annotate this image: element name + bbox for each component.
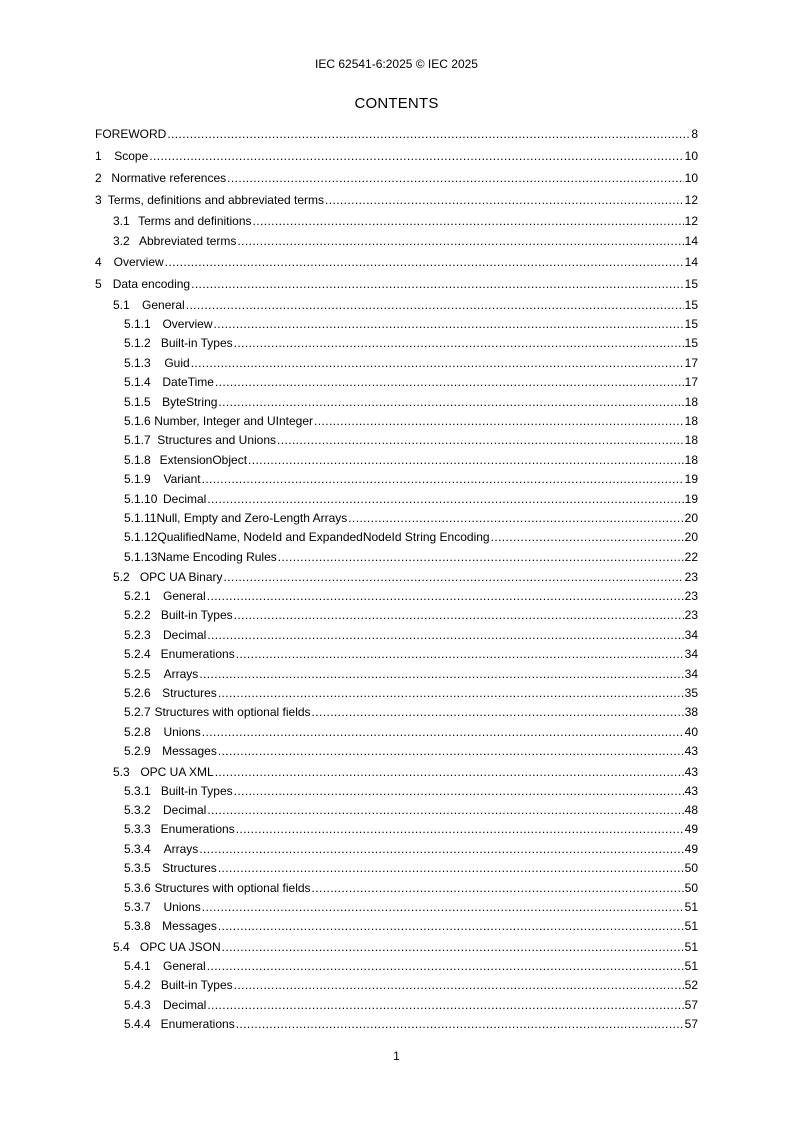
toc-entry-page: 43 [684, 744, 698, 759]
toc-entry-number: 5.2 [113, 570, 130, 585]
toc-entry-title: Structures [162, 686, 217, 701]
toc-entry[interactable] [95, 606, 698, 625]
toc-entry[interactable] [95, 976, 698, 995]
toc-entry[interactable] [95, 451, 698, 470]
toc-entry-page: 12 [684, 214, 698, 228]
dot-leader [149, 145, 683, 167]
toc-entry-page: 17 [684, 355, 698, 370]
dot-leader [207, 490, 683, 509]
toc-entry-title: Structures [162, 861, 217, 876]
toc-entry-page: 18 [684, 394, 698, 409]
toc-entry-page: 14 [684, 255, 698, 269]
toc-entry[interactable] [95, 431, 698, 450]
dot-leader [312, 879, 684, 898]
toc-entry-title: General [163, 589, 206, 604]
dot-leader [277, 431, 684, 450]
toc-entry-number: 5.3.6 [124, 880, 151, 895]
toc-entry-page: 49 [684, 822, 698, 837]
toc-entry-title: Arrays [163, 666, 199, 681]
toc-entry[interactable] [95, 957, 698, 976]
dot-leader [325, 189, 684, 211]
toc-entry-title: Structures with optional fields [154, 880, 311, 895]
toc-entry-page: 17 [684, 375, 698, 390]
toc-entry-title: Terms, definitions and abbreviated terms [107, 193, 324, 207]
toc-entry-title: Structures and Unions [157, 433, 277, 448]
toc-entry-title: Enumerations [160, 1016, 235, 1031]
toc-entry[interactable] [95, 211, 698, 231]
toc-entry[interactable] [95, 509, 698, 528]
toc-entry[interactable] [95, 145, 698, 167]
toc-entry-title: Messages [162, 919, 217, 934]
toc-entry-page: 18 [684, 433, 698, 448]
toc-entry-title: OPC UA JSON [139, 939, 221, 954]
toc-entry[interactable] [95, 273, 698, 295]
dot-leader [253, 211, 684, 231]
toc-entry-page: 48 [684, 802, 698, 817]
toc-entry-page: 19 [684, 472, 698, 487]
toc-entry[interactable] [95, 665, 698, 684]
toc-entry-title: Messages [162, 744, 217, 759]
dot-leader [199, 665, 683, 684]
toc-entry-page: 50 [684, 861, 698, 876]
toc-entry-number: 5 [95, 277, 102, 291]
toc-entry-number: 4 [95, 255, 102, 269]
toc-entry[interactable] [95, 334, 698, 353]
toc-entry[interactable] [95, 1015, 698, 1034]
toc-entry-title: Guid [164, 355, 190, 370]
toc-entry-title: Variant [163, 472, 201, 487]
table-of-contents [95, 123, 698, 1034]
page-title: CONTENTS [354, 95, 439, 112]
toc-entry-title: General [142, 298, 185, 312]
toc-entry[interactable] [95, 231, 698, 251]
toc-entry-title: Enumerations [160, 822, 235, 837]
toc-entry-title: Enumerations [160, 647, 235, 662]
toc-entry-title: General [163, 958, 206, 973]
dot-leader [186, 295, 684, 315]
toc-entry-number: 5.1.11 [124, 510, 157, 525]
toc-entry-page: 57 [684, 997, 698, 1012]
toc-entry-number: 5.1.12 [124, 530, 158, 545]
toc-entry-title: Built-in Types [160, 336, 233, 351]
toc-entry[interactable] [95, 548, 698, 567]
toc-entry-page: 51 [684, 958, 698, 973]
toc-entry[interactable] [95, 373, 698, 392]
toc-entry-page: 19 [684, 491, 698, 506]
toc-entry-page: 14 [684, 234, 698, 248]
toc-entry-title: OPC UA Binary [139, 570, 223, 585]
toc-entry-page: 22 [684, 549, 698, 564]
dot-leader [234, 334, 684, 353]
dot-leader [202, 898, 684, 917]
toc-entry[interactable] [95, 723, 698, 742]
toc-entry[interactable] [95, 123, 698, 145]
toc-entry-number: 5.1 [113, 298, 130, 312]
toc-entry-page: 23 [684, 570, 698, 585]
toc-entry-number: 5.1.1 [124, 317, 151, 331]
toc-entry-page: 20 [684, 510, 698, 525]
toc-entry[interactable] [95, 840, 698, 859]
toc-entry-number: 5.2.2 [124, 608, 151, 623]
toc-entry[interactable] [95, 996, 698, 1015]
toc-entry-number: 3.2 [113, 234, 130, 248]
dot-leader [236, 820, 684, 839]
toc-entry[interactable] [95, 315, 698, 334]
toc-entry-page: 18 [684, 452, 698, 467]
toc-entry-page: 20 [684, 530, 698, 545]
toc-entry-number: 1 [95, 149, 102, 163]
dot-leader [237, 231, 683, 251]
toc-entry[interactable] [95, 354, 698, 373]
dot-leader [314, 412, 684, 431]
toc-entry-number: 5.4 [113, 939, 130, 954]
toc-entry-page: 51 [684, 939, 698, 954]
dot-leader [234, 782, 684, 801]
toc-entry[interactable] [95, 703, 698, 722]
toc-entry-title: Decimal [162, 802, 207, 817]
toc-entry-page: 43 [684, 764, 698, 779]
toc-entry-page: 8 [691, 127, 698, 141]
dot-leader [207, 801, 683, 820]
toc-entry[interactable] [95, 645, 698, 664]
toc-entry-title: Terms and definitions [138, 214, 252, 228]
dot-leader [234, 976, 684, 995]
toc-entry[interactable] [95, 742, 698, 761]
toc-entry-number: 5.3.8 [124, 919, 151, 934]
toc-entry-number: 5.3.3 [124, 822, 151, 837]
toc-entry-title: Decimal [162, 491, 207, 506]
toc-entry[interactable] [95, 917, 698, 936]
toc-entry-title: DateTime [162, 375, 214, 390]
toc-entry[interactable] [95, 490, 698, 509]
dot-leader [224, 567, 684, 587]
toc-entry-page: 57 [684, 1016, 698, 1031]
toc-entry-title: Abbreviated terms [139, 234, 237, 248]
toc-entry-title: Name Encoding Rules [157, 549, 277, 564]
toc-entry-number: 5.1.10 [124, 491, 158, 506]
toc-entry-number: 5.2.4 [124, 647, 151, 662]
toc-entry-title: Null, Empty and Zero-Length Arrays [156, 510, 348, 525]
toc-entry[interactable] [95, 898, 698, 917]
toc-entry[interactable] [95, 879, 698, 898]
toc-entry-page: 38 [684, 705, 698, 720]
toc-entry-page: 23 [684, 608, 698, 623]
toc-entry-title: Scope [114, 149, 149, 163]
dot-leader [191, 354, 684, 373]
dot-leader [167, 123, 690, 145]
toc-entry-number: 2 [95, 171, 102, 185]
toc-entry-page: 34 [684, 627, 698, 642]
dot-leader [213, 315, 683, 334]
toc-entry-number: 5.1.6 [124, 413, 151, 428]
toc-entry-page: 18 [684, 413, 698, 428]
toc-entry[interactable] [95, 626, 698, 645]
toc-entry-number: 5.1.7 [124, 433, 151, 448]
toc-entry-page: 50 [684, 880, 698, 895]
toc-entry-number: 5.3.1 [124, 783, 151, 798]
toc-entry-title: Unions [163, 724, 201, 739]
dot-leader [199, 840, 683, 859]
dot-leader [207, 957, 684, 976]
dot-leader [312, 703, 684, 722]
toc-entry[interactable] [95, 528, 698, 547]
toc-entry-title: QualifiedName, NodeId and ExpandedNodeId String Encoding [157, 530, 490, 545]
toc-entry[interactable] [95, 937, 698, 957]
toc-entry-title: Structures with optional fields [154, 705, 311, 720]
dot-leader [202, 470, 684, 489]
toc-entry[interactable] [95, 412, 698, 431]
dot-leader [348, 509, 683, 528]
dot-leader [236, 645, 684, 664]
toc-entry-number: 3.1 [113, 214, 130, 228]
toc-entry-page: 51 [684, 919, 698, 934]
dot-leader [165, 251, 684, 273]
dot-leader [191, 273, 684, 295]
toc-entry-title: Built-in Types [160, 783, 233, 798]
toc-entry[interactable] [95, 859, 698, 878]
dot-leader [215, 373, 684, 392]
dot-leader [207, 626, 683, 645]
toc-entry-page: 15 [684, 298, 698, 312]
toc-entry[interactable] [95, 684, 698, 703]
toc-entry-title: Built-in Types [160, 608, 233, 623]
toc-entry-number: 5.2.3 [124, 627, 151, 642]
dot-leader [207, 996, 683, 1015]
toc-entry-number: 5.1.8 [124, 452, 151, 467]
toc-entry[interactable] [95, 567, 698, 587]
page-number: 1 [393, 1049, 400, 1063]
dot-leader [218, 684, 684, 703]
toc-entry[interactable] [95, 189, 698, 211]
toc-entry-number: 5.3.2 [124, 802, 151, 817]
toc-entry-page: 43 [684, 783, 698, 798]
dot-leader [218, 917, 684, 936]
toc-entry-title: Data encoding [112, 277, 191, 291]
toc-entry-title: Unions [163, 899, 201, 914]
toc-entry[interactable] [95, 393, 698, 412]
dot-leader [236, 1015, 684, 1034]
toc-entry-number: 5.3.7 [124, 899, 151, 914]
toc-entry-number: 5.3.5 [124, 861, 151, 876]
toc-entry-page: 49 [684, 841, 698, 856]
toc-entry[interactable] [95, 295, 698, 315]
toc-entry-page: 52 [684, 978, 698, 993]
toc-entry-page: 40 [684, 724, 698, 739]
toc-entry-title: Arrays [163, 841, 199, 856]
toc-entry-number: 5.2.1 [124, 589, 151, 604]
toc-entry-page: 15 [684, 277, 698, 291]
toc-entry-page: 51 [684, 899, 698, 914]
toc-entry-number: 5.1.4 [124, 375, 151, 390]
toc-entry[interactable] [95, 782, 698, 801]
toc-entry-number: 5.3 [113, 764, 130, 779]
toc-entry[interactable] [95, 167, 698, 189]
toc-entry-page: 15 [684, 336, 698, 351]
toc-entry-number: 5.1.13 [124, 549, 158, 564]
dot-leader [207, 587, 684, 606]
toc-entry-page: 15 [684, 317, 698, 331]
toc-entry-title: FOREWORD [95, 127, 167, 141]
toc-entry-title: Decimal [162, 627, 207, 642]
toc-entry[interactable] [95, 251, 698, 273]
toc-entry[interactable] [95, 762, 698, 782]
toc-entry-title: Overview [162, 317, 213, 331]
dot-leader [234, 606, 684, 625]
toc-entry-number: 5.1.2 [124, 336, 151, 351]
toc-entry-title: Normative references [111, 171, 227, 185]
toc-entry-page: 34 [684, 666, 698, 681]
toc-entry-number: 5.3.4 [124, 841, 151, 856]
toc-entry-number: 5.1.3 [124, 355, 151, 370]
toc-entry-title: Overview [113, 255, 164, 269]
dot-leader [218, 393, 683, 412]
toc-entry-title: ByteString [162, 394, 218, 409]
page-header: IEC 62541-6:2025 © IEC 2025 [315, 57, 478, 71]
toc-entry-number: 5.4.2 [124, 978, 151, 993]
toc-entry-page: 34 [684, 647, 698, 662]
toc-entry-number: 5.4.1 [124, 958, 151, 973]
toc-entry[interactable] [95, 587, 698, 606]
toc-entry-title: Number, Integer and UInteger [154, 413, 314, 428]
dot-leader [227, 167, 684, 189]
toc-entry-number: 5.2.6 [124, 686, 151, 701]
toc-entry-number: 5.2.7 [124, 705, 151, 720]
toc-entry-number: 5.1.5 [124, 394, 151, 409]
dot-leader [248, 451, 684, 470]
toc-entry-number: 5.2.9 [124, 744, 151, 759]
toc-entry-title: OPC UA XML [140, 764, 214, 779]
dot-leader [215, 762, 684, 782]
dot-leader [491, 528, 684, 547]
dot-leader [218, 742, 684, 761]
toc-entry-number: 3 [95, 193, 102, 207]
toc-entry-number: 5.2.5 [124, 666, 151, 681]
toc-entry[interactable] [95, 470, 698, 489]
toc-entry[interactable] [95, 801, 698, 820]
toc-entry-page: 23 [684, 589, 698, 604]
dot-leader [218, 859, 684, 878]
toc-entry-title: Decimal [162, 997, 207, 1012]
toc-entry-page: 10 [684, 149, 698, 163]
toc-entry-title: ExtensionObject [159, 452, 248, 467]
toc-entry-number: 5.1.9 [124, 472, 151, 487]
toc-entry-number: 5.4.3 [124, 997, 151, 1012]
toc-entry-page: 10 [684, 171, 698, 185]
toc-entry-title: Built-in Types [160, 978, 233, 993]
dot-leader [222, 937, 684, 957]
dot-leader [278, 548, 684, 567]
toc-entry-number: 5.2.8 [124, 724, 151, 739]
dot-leader [202, 723, 684, 742]
toc-entry-page: 12 [684, 193, 698, 207]
toc-entry-number: 5.4.4 [124, 1016, 151, 1031]
toc-entry-page: 35 [684, 686, 698, 701]
toc-entry[interactable] [95, 820, 698, 839]
